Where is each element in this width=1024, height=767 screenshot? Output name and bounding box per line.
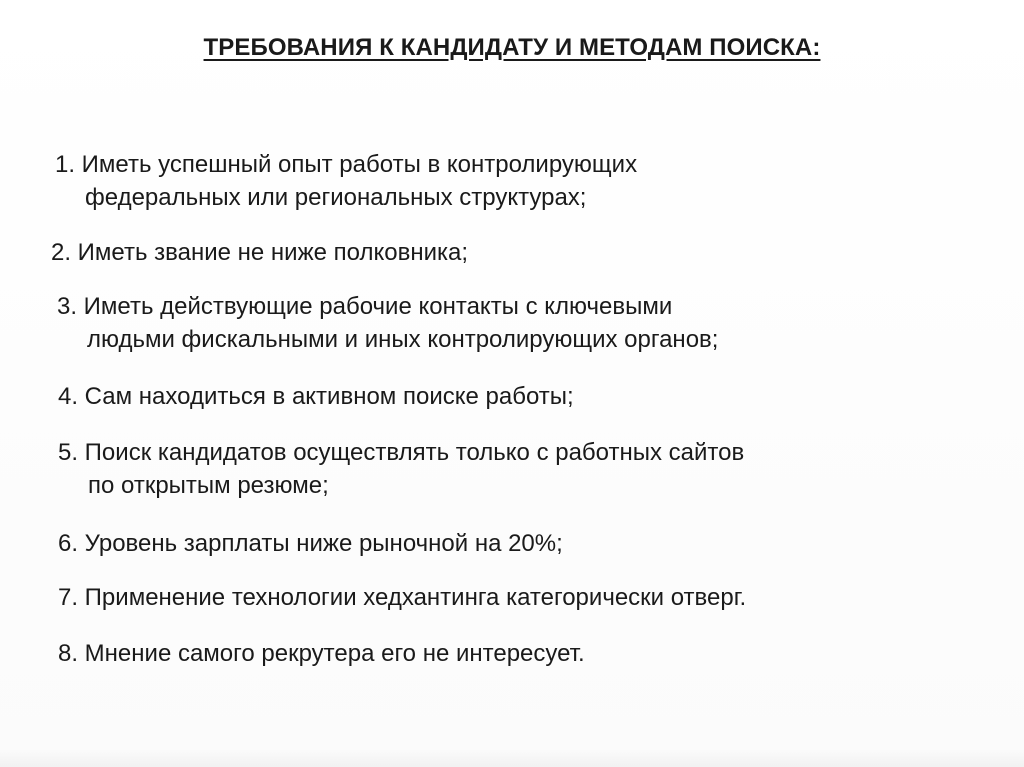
list-item-text: 3. Иметь действующие рабочие контакты с ключевыми (57, 293, 673, 320)
list-item-text: 1. Иметь успешный опыт работы в контролирующих (55, 151, 638, 178)
list-item (58, 436, 744, 502)
list-item-continuation: людьми фискальными и иных контролирующих органов; (87, 326, 719, 353)
list-item-text: 8. Мнение самого рекрутера его не интересует. (58, 640, 585, 667)
list-item-continuation: по открытым резюме; (88, 472, 329, 499)
list-item-text: 6. Уровень зарплаты ниже рыночной на 20%; (58, 530, 563, 557)
list-item (51, 236, 468, 269)
slide-title: ТРЕБОВАНИЯ К КАНДИДАТУ И МЕТОДАМ ПОИСКА: (203, 34, 821, 61)
list-item (58, 527, 563, 560)
list-item-text: 2. Иметь звание не ниже полковника; (51, 239, 469, 266)
list-item (58, 581, 746, 614)
list-item (58, 637, 585, 670)
list-item (58, 380, 574, 413)
list-item-text: 7. Применение технологии хедхантинга категорически отверг. (58, 584, 747, 611)
list-item (57, 290, 718, 356)
list-item-text: 4. Сам находиться в активном поиске работы; (58, 383, 574, 410)
list-item-continuation: федеральных или региональных структурах; (85, 184, 587, 211)
list-item-text: 5. Поиск кандидатов осуществлять только с работных сайтов (58, 439, 745, 466)
list-item (55, 148, 637, 214)
